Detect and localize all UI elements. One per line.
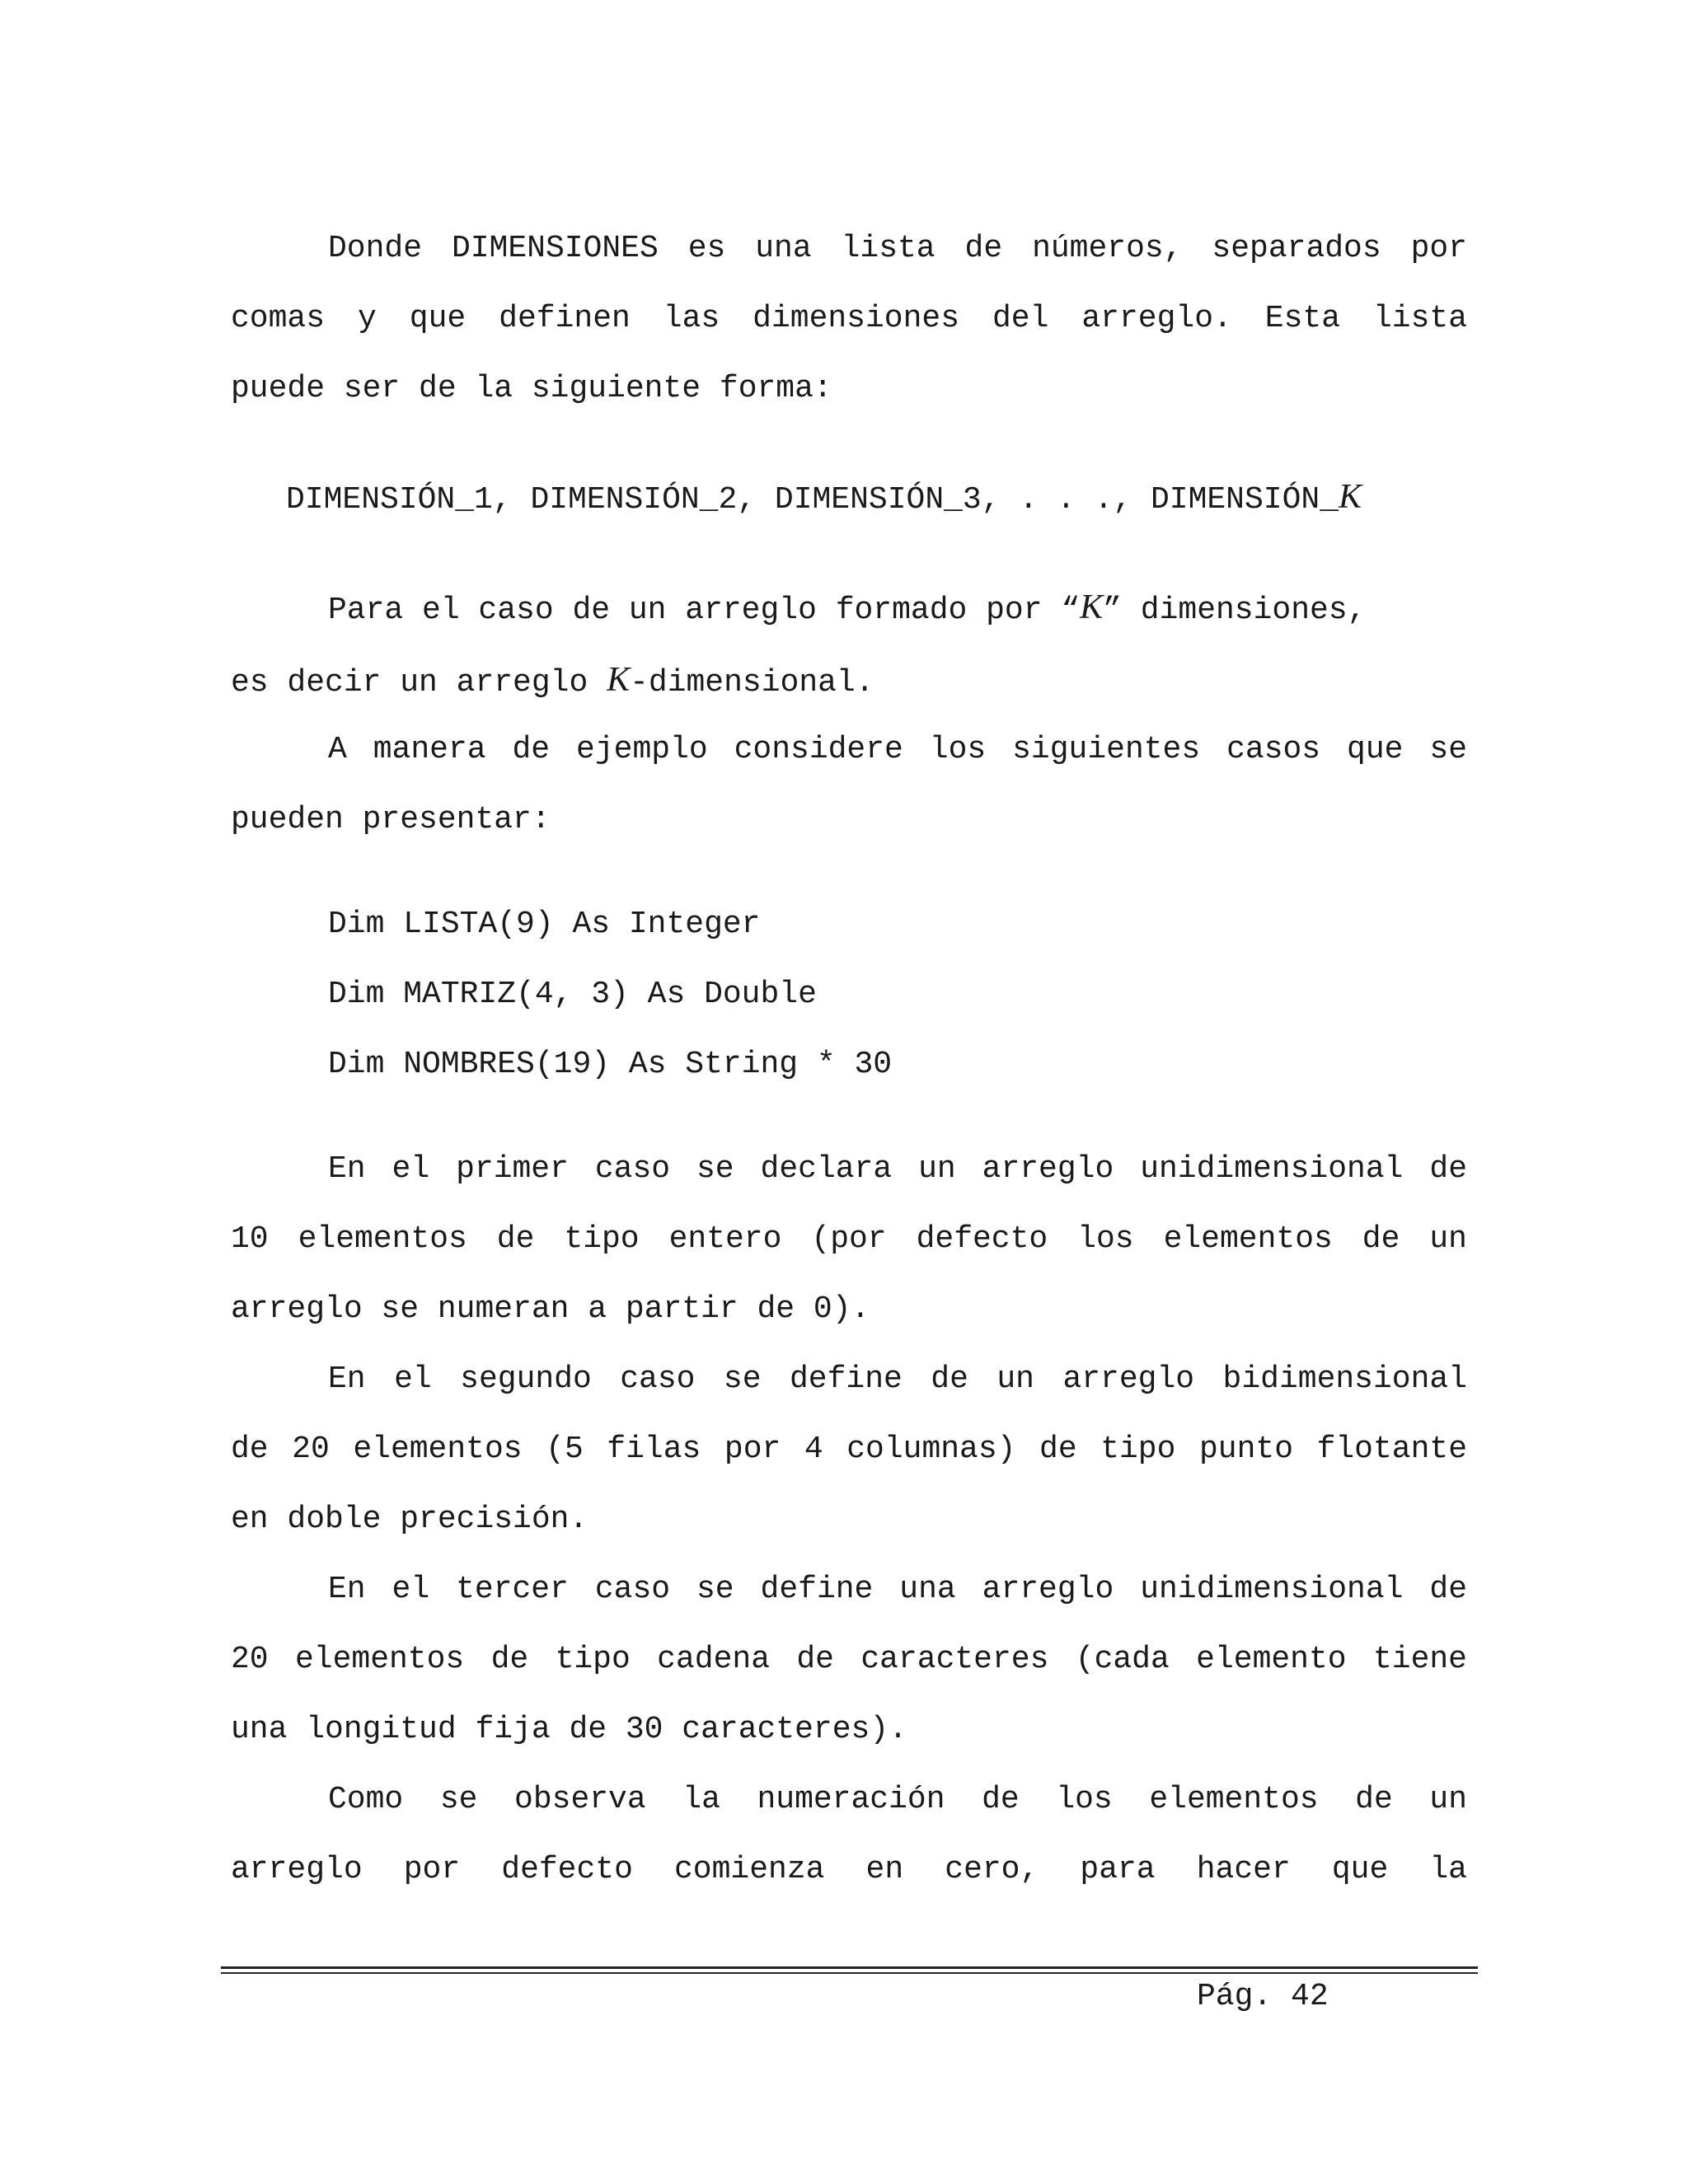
paragraph-4-line-2: 10 elementos de tipo entero (por defecto los elementos de un <box>231 1221 1467 1257</box>
paragraph-6-line-3: una longitud fija de 30 caracteres). <box>231 1712 907 1747</box>
page-number: Pág. 42 <box>1197 1979 1329 2014</box>
paragraph-2-k-variable: K <box>1080 588 1104 626</box>
paragraph-2-line-2 <box>231 659 1467 701</box>
dimension-list <box>286 476 1362 521</box>
paragraph-2-line-2-k-variable: K <box>607 661 631 699</box>
paragraph-6-line-2: 20 elementos de tipo cadena de caracteres (cada elemento tiene <box>231 1642 1467 1677</box>
paragraph-1-line-2: comas y que definen las dimensiones del arreglo. Esta lista <box>231 301 1467 336</box>
paragraph-2-text-start: Para el caso de un arreglo formado por “ <box>328 593 1081 628</box>
paragraph-2-line-2-end: -dimensional. <box>630 665 874 701</box>
paragraph-5-line-3: en doble precisión. <box>231 1502 588 1537</box>
paragraph-4-line-3: arreglo se numeran a partir de 0). <box>231 1291 870 1327</box>
footer-rule-top <box>221 1966 1478 1969</box>
paragraph-6-line-1: En el tercer caso se define una arreglo unidimensional de <box>328 1572 1467 1607</box>
paragraph-2-text-end: ” dimensiones, <box>1103 593 1367 628</box>
paragraph-1-line-3: puede ser de la siguiente forma: <box>231 371 832 406</box>
footer-rule-bottom <box>221 1972 1478 1974</box>
dimension-list-text: DIMENSIÓN_1, DIMENSIÓN_2, DIMENSIÓN_3, . . ., DIMENSIÓN_ <box>286 482 1339 518</box>
paragraph-4-line-1: En el primer caso se declara un arreglo unidimensional de <box>328 1151 1467 1187</box>
code-line-nombres: Dim NOMBRES(19) As String * 30 <box>328 1047 893 1082</box>
paragraph-5-line-1: En el segundo caso se define de un arreglo bidimensional <box>328 1361 1467 1397</box>
code-line-lista: Dim LISTA(9) As Integer <box>328 907 761 942</box>
paragraph-1-line-1: Donde DIMENSIONES es una lista de números, separados por <box>328 231 1467 266</box>
paragraph-7-line-2: arreglo por defecto comienza en cero, para hacer que la <box>231 1852 1467 1887</box>
dimension-k-variable: K <box>1339 478 1362 516</box>
paragraph-2-line-2-start: es decir un arreglo <box>231 665 607 701</box>
paragraph-5-line-2: de 20 elementos (5 filas por 4 columnas) de tipo punto flotante <box>231 1432 1467 1467</box>
paragraph-7-line-1: Como se observa la numeración de los elementos de un <box>328 1782 1467 1817</box>
paragraph-2-line-1 <box>328 587 1467 628</box>
code-line-matriz: Dim MATRIZ(4, 3) As Double <box>328 977 817 1012</box>
paragraph-2-start <box>328 587 1366 628</box>
paragraph-3-line-2: pueden presentar: <box>231 802 551 837</box>
paragraph-3-line-1: A manera de ejemplo considere los siguientes casos que se <box>328 732 1467 767</box>
